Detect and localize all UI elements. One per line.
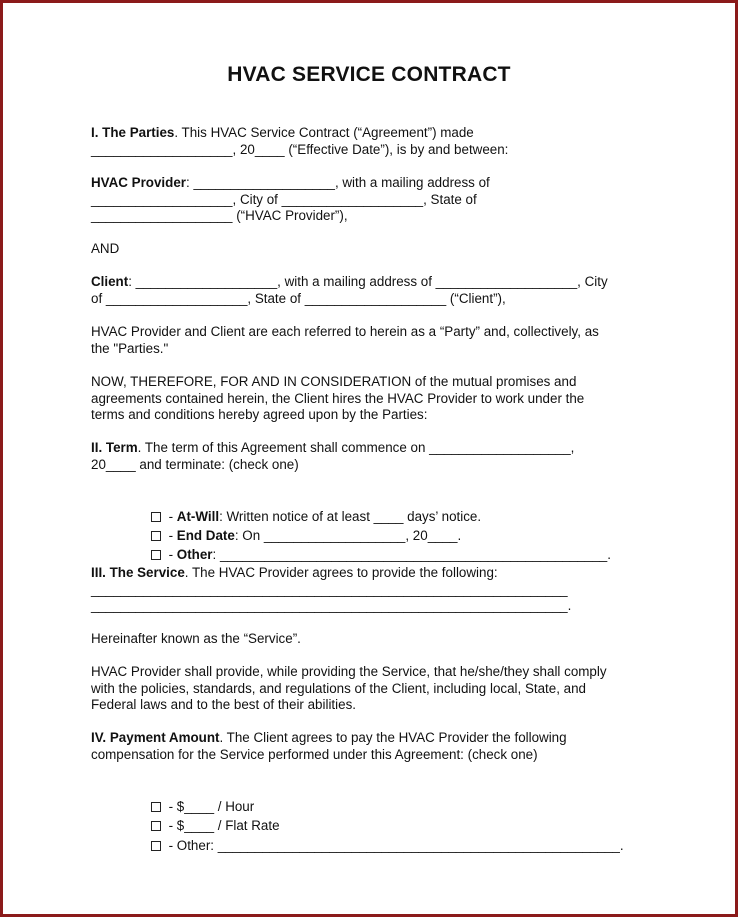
option-text: : Written notice of at least ____ days’ notice. — [219, 508, 482, 524]
section-service — [91, 565, 656, 615]
section-heading: I. The Parties — [91, 125, 175, 140]
compliance-paragraph — [91, 664, 656, 714]
paragraph-text: ___________________ (“HVAC Provider”), — [91, 208, 348, 224]
paragraph-text: ___________________, City of ___________________, State of — [91, 191, 477, 207]
option-text: - $____ / Hour — [164, 798, 255, 814]
paragraph-text: : ___________________, with a mailing address of ___________________, City — [128, 274, 608, 289]
paragraph-text: 20____ and terminate: (check one) — [91, 456, 299, 472]
paragraph-text: with the policies, standards, and regulations of the Client, including local, State, and — [91, 680, 587, 696]
section-term — [91, 440, 656, 473]
client-block — [91, 274, 656, 307]
paragraph-text: : ___________________, with a mailing address of — [186, 175, 490, 190]
checkbox[interactable] — [151, 841, 161, 851]
paragraph-text: HVAC Provider shall provide, while providing the Service, that he/she/they shall comply — [91, 664, 607, 679]
paragraph-text: agreements contained herein, the Client hires the HVAC Provider to work under the — [91, 390, 585, 406]
paragraph-text: the "Parties." — [91, 340, 169, 356]
paragraph-text: ___________________, 20____ (“Effective Date”), is by and between: — [91, 141, 509, 157]
paragraph-text: . The Client agrees to pay the HVAC Provider the following — [219, 730, 567, 745]
section-heading: II. Term — [91, 440, 138, 455]
page-title: HVAC SERVICE CONTRACT — [227, 63, 511, 86]
paragraph-text: HVAC Provider and Client are each referred to herein as a “Party” and, collectively, as — [91, 324, 599, 339]
option-label: Other — [176, 546, 213, 562]
and-text: AND — [91, 241, 120, 256]
option-label: At-Will — [176, 508, 220, 524]
paragraph-text: . This HVAC Service Contract (“Agreement”) made — [174, 125, 474, 140]
section-payment — [91, 730, 656, 763]
section-heading: IV. Payment Amount — [91, 730, 220, 745]
blank-line: ________________________________________________________________. — [91, 598, 572, 614]
payment-option-other — [136, 821, 656, 871]
term-option-end-date: - End Date: On ___________________, 20____. — [136, 511, 656, 561]
client-heading: Client — [91, 274, 129, 289]
paragraph-text: Federal laws and to the best of their abilities. — [91, 697, 356, 713]
paragraph-text: NOW, THEREFORE, FOR AND IN CONSIDERATION of the mutual promises and — [91, 374, 577, 389]
consideration-paragraph — [91, 374, 656, 424]
provider-heading: HVAC Provider — [91, 175, 186, 190]
paragraph-text: of ___________________, State of ___________________ (“Client”), — [91, 290, 506, 306]
paragraph-text: terms and conditions hereby agreed upon by the Parties: — [91, 407, 428, 423]
term-option-other: - Other: ____________________________________________________. — [136, 530, 656, 580]
section-parties — [91, 125, 656, 158]
paragraph-text: compensation for the Service performed under this Agreement: (check one) — [91, 746, 538, 762]
hereinafter-text: Hereinafter known as the “Service”. — [91, 631, 301, 646]
blank-line: ________________________________________________________________ — [91, 581, 568, 597]
paragraph-text: . The HVAC Provider agrees to provide the following: — [184, 565, 498, 580]
parties-definition — [91, 324, 656, 357]
provider-block — [91, 175, 656, 225]
option-text: - $____ / Flat Rate — [164, 817, 280, 833]
option-text: : ____________________________________________________. — [212, 546, 611, 562]
section-heading: III. The Service — [91, 565, 185, 580]
option-label: End Date — [176, 527, 235, 543]
checkbox[interactable] — [151, 550, 161, 560]
option-text: : On ___________________, 20____. — [234, 527, 462, 543]
option-text: - Other: ______________________________________________________. — [164, 837, 624, 853]
term-option-at-will: - At-Will: Written notice of at least ____ days’ notice. — [136, 492, 656, 542]
paragraph-text: . The term of this Agreement shall commence on ___________________, — [137, 440, 575, 455]
